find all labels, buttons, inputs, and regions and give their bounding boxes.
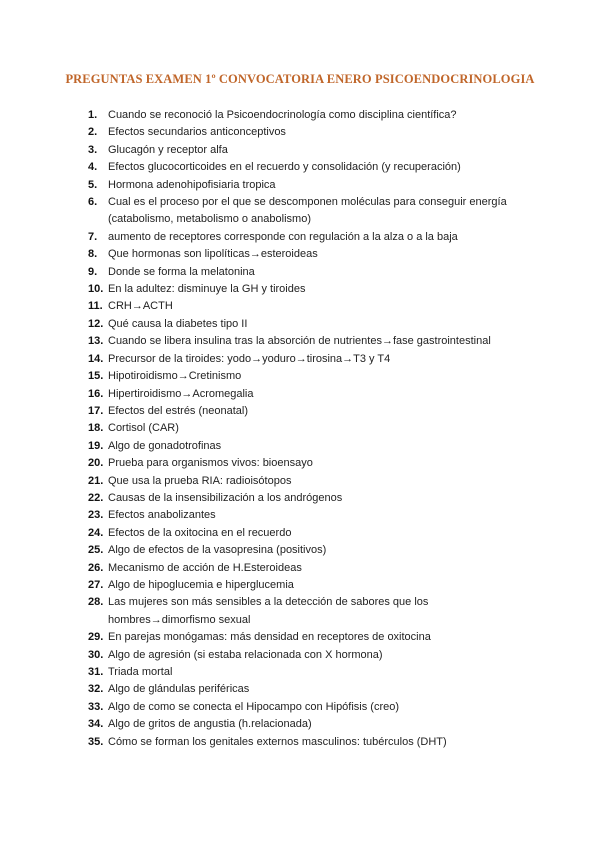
question-item <box>88 699 548 716</box>
question-text <box>108 229 458 246</box>
question-item <box>88 716 548 733</box>
question-text-line: (catabolismo, metabolismo o anabolismo) <box>108 213 311 226</box>
question-text <box>108 386 254 403</box>
question-item <box>88 438 548 455</box>
question-text-line: hombres→dimorfismo sexual <box>108 613 251 626</box>
question-item <box>88 455 548 472</box>
question-item <box>88 229 548 246</box>
question-number: 27. <box>88 578 104 591</box>
question-number: 14. <box>88 352 104 365</box>
question-text <box>108 124 286 141</box>
question-text <box>108 629 431 646</box>
question-number: 19. <box>88 439 104 452</box>
question-number: 10. <box>88 283 104 296</box>
question-text <box>108 298 173 315</box>
question-item <box>88 681 548 698</box>
question-item <box>88 264 548 281</box>
question-text <box>108 490 342 507</box>
question-text-line: Efectos del estrés (neonatal) <box>108 404 249 417</box>
question-text <box>108 264 255 281</box>
question-text <box>108 681 249 698</box>
question-item <box>88 298 548 315</box>
question-number: 12. <box>88 317 104 330</box>
question-number: 33. <box>88 700 104 713</box>
question-number: 24. <box>88 526 104 539</box>
question-item <box>88 107 548 124</box>
question-text-line: En parejas monógamas: más densidad en receptores de oxitocina <box>108 631 431 644</box>
question-number: 1. <box>88 109 98 121</box>
question-text <box>108 351 390 368</box>
question-text <box>108 420 179 437</box>
question-text-line: Triada mortal <box>108 666 173 678</box>
question-text-line: Efectos secundarios anticonceptivos <box>108 126 286 139</box>
question-text <box>108 194 507 229</box>
question-text <box>108 542 326 559</box>
question-item <box>88 734 548 751</box>
question-item <box>88 159 548 176</box>
question-text-line: En la adultez: disminuye la GH y tiroides <box>108 283 306 296</box>
question-number: 17. <box>88 404 104 417</box>
question-text-line: Efectos anabolizantes <box>108 509 216 522</box>
question-number: 28. <box>88 596 104 609</box>
question-item <box>88 194 548 229</box>
question-item <box>88 368 548 385</box>
question-text <box>108 664 172 681</box>
question-text-line: Cómo se forman los genitales externos masculinos: tubérculos (DHT) <box>108 735 447 748</box>
question-item <box>88 647 548 664</box>
question-list <box>88 107 548 751</box>
question-text <box>108 159 461 176</box>
question-item <box>88 664 548 681</box>
question-number: 29. <box>88 631 104 644</box>
question-number: 13. <box>88 335 104 348</box>
question-number: 25. <box>88 544 104 557</box>
question-item <box>88 246 548 263</box>
question-text-line: aumento de receptores corresponde con regulación a la alza o a la baja <box>108 230 458 243</box>
question-item <box>88 316 548 333</box>
question-text-line: Causas de la insensibilización a los andrógenos <box>108 491 343 504</box>
question-text <box>108 594 428 629</box>
question-text <box>108 560 302 577</box>
question-item <box>88 629 548 646</box>
question-text-line: Algo de hipoglucemia e hiperglucemia <box>108 578 294 591</box>
question-number: 35. <box>88 735 104 748</box>
question-text-line: Prueba para organismos vivos: bioensayo <box>108 457 313 470</box>
question-text-line: Cual es el proceso por el que se descomponen moléculas para conseguir energía <box>108 196 507 209</box>
question-text <box>108 177 276 194</box>
question-text <box>108 734 447 751</box>
question-number: 34. <box>88 718 104 731</box>
question-text-line: Efectos glucocorticoides en el recuerdo y consolidación (y recuperación) <box>108 161 461 174</box>
question-text <box>108 403 248 420</box>
question-text <box>108 699 399 716</box>
question-text-line: Cuando se reconoció la Psicoendocrinología como disciplina científica? <box>108 109 457 121</box>
page-title: PREGUNTAS EXAMEN 1º CONVOCATORIA ENERO PSICOENDOCRINOLOGIA <box>65 72 535 86</box>
question-item <box>88 281 548 298</box>
question-number: 8. <box>88 248 98 261</box>
question-number: 23. <box>88 509 104 522</box>
question-text-line: CRH→ACTH <box>108 300 173 313</box>
question-number: 7. <box>88 230 98 243</box>
question-number: 11. <box>88 300 103 313</box>
question-item <box>88 594 548 629</box>
question-number: 30. <box>88 648 104 661</box>
question-item <box>88 177 548 194</box>
question-number: 9. <box>88 265 98 278</box>
question-text-line: Mecanismo de acción de H.Esteroideas <box>108 561 302 574</box>
question-text-line: Cuando se libera insulina tras la absorción de nutrientes→fase gastrointestinal <box>108 335 491 348</box>
question-number: 31. <box>88 666 104 678</box>
question-text <box>108 107 457 124</box>
question-text <box>108 438 221 455</box>
question-text <box>108 333 491 350</box>
question-text-line: Algo de agresión (si estaba relacionada con X hormona) <box>108 648 383 661</box>
question-number: 2. <box>88 126 98 139</box>
question-text <box>108 507 216 524</box>
question-item <box>88 525 548 542</box>
question-number: 20. <box>88 457 104 470</box>
question-item <box>88 403 548 420</box>
question-item <box>88 386 548 403</box>
question-item <box>88 490 548 507</box>
question-number: 5. <box>88 178 98 191</box>
question-text-line: Que usa la prueba RIA: radioisótopos <box>108 474 292 487</box>
question-item <box>88 577 548 594</box>
question-text-line: Algo de efectos de la vasopresina (positivos) <box>108 544 327 557</box>
question-item <box>88 507 548 524</box>
question-number: 15. <box>88 370 104 383</box>
question-item <box>88 142 548 159</box>
question-text-line: Precursor de la tiroides: yodo→yoduro→tirosina→T3 y T4 <box>108 352 391 365</box>
question-item <box>88 124 548 141</box>
question-text-line: Algo de gonadotrofinas <box>108 439 222 452</box>
question-text-line: Cortisol (CAR) <box>108 422 179 435</box>
question-text <box>108 246 318 263</box>
question-text-line: Donde se forma la melatonina <box>108 265 255 278</box>
question-text-line: Las mujeres son más sensibles a la detección de sabores que los <box>108 596 429 609</box>
question-text-line: Hipertiroidismo→Acromegalia <box>108 387 254 400</box>
question-item <box>88 333 548 350</box>
question-number: 18. <box>88 422 104 435</box>
question-number: 16. <box>88 387 104 400</box>
question-number: 32. <box>88 683 104 696</box>
question-number: 26. <box>88 561 104 574</box>
question-text <box>108 455 313 472</box>
question-text-line: Efectos de la oxitocina en el recuerdo <box>108 526 292 539</box>
question-text-line: Qué causa la diabetes tipo II <box>108 317 248 330</box>
question-text <box>108 716 312 733</box>
question-text-line: Algo de gritos de angustia (h.relacionada) <box>108 718 312 731</box>
question-text-line: Glucagón y receptor alfa <box>108 143 228 156</box>
question-number: 3. <box>88 143 98 156</box>
question-item <box>88 473 548 490</box>
question-item <box>88 351 548 368</box>
question-text <box>108 473 291 490</box>
question-text <box>108 142 228 159</box>
question-text-line: Que hormonas son lipolíticas→esteroideas <box>108 248 318 261</box>
question-number: 22. <box>88 491 104 504</box>
question-number: 21. <box>88 474 104 487</box>
question-text-line: Algo de como se conecta el Hipocampo con Hipófisis (creo) <box>108 700 400 713</box>
question-item <box>88 560 548 577</box>
question-text-line: Hormona adenohipofisiaria tropica <box>108 178 276 191</box>
question-text <box>108 281 305 298</box>
question-number: 4. <box>88 161 98 174</box>
question-text <box>108 647 383 664</box>
question-text <box>108 525 291 542</box>
question-text <box>108 577 294 594</box>
question-text-line: Hipotiroidismo→Cretinismo <box>108 370 242 383</box>
question-number: 6. <box>88 196 98 209</box>
question-item <box>88 542 548 559</box>
question-text <box>108 368 241 385</box>
question-text <box>108 316 247 333</box>
question-item <box>88 420 548 437</box>
question-text-line: Algo de glándulas periféricas <box>108 683 250 696</box>
